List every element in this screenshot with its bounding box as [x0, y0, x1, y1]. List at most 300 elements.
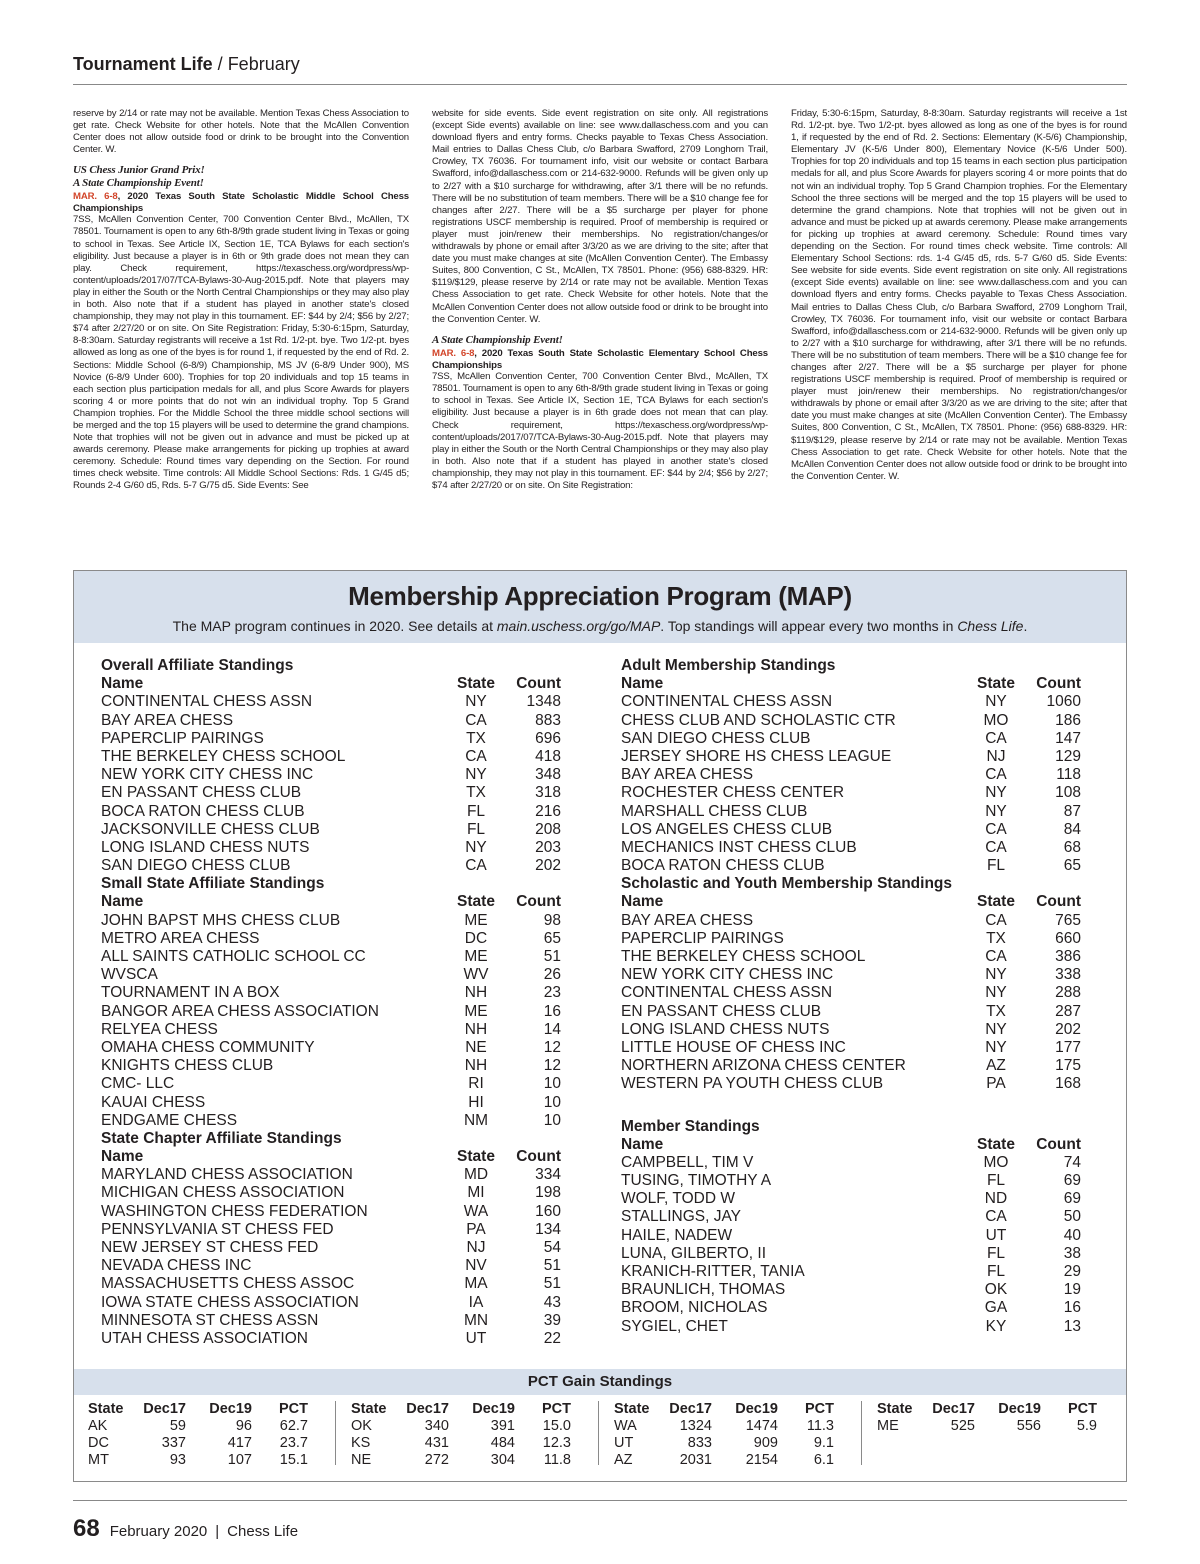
table-row: [621, 912, 1081, 930]
row-name: KNIGHTS CHESS CLUB: [101, 1057, 274, 1075]
row-name: LONG ISLAND CHESS NUTS: [101, 838, 310, 856]
subtitle-text: .: [1023, 618, 1028, 634]
row-state: DC: [464, 929, 488, 947]
table-row: [621, 1075, 1081, 1093]
row-state: CA: [465, 711, 487, 729]
pct-dec17: 1324: [679, 1418, 712, 1434]
table-row: [101, 730, 561, 748]
table-row: [621, 1039, 1081, 1057]
table-row: [101, 1203, 561, 1221]
dec17-header: Dec17: [143, 1401, 186, 1417]
pct-block: [600, 1401, 862, 1468]
row-count: 19: [1063, 1281, 1081, 1299]
table-row: [101, 1330, 561, 1348]
pct-dec19: 96: [235, 1418, 252, 1434]
pct-row: [74, 1452, 335, 1469]
pct-state: KS: [351, 1435, 371, 1451]
row-count: 198: [535, 1184, 561, 1202]
standings-title: Small State Affiliate Standings: [101, 875, 325, 893]
row-count: 51: [543, 1275, 561, 1293]
pct-header-row: [74, 1401, 335, 1418]
row-name: LUNA, GILBERTO, II: [621, 1244, 767, 1262]
row-state: CA: [985, 766, 1007, 784]
pct-state: NE: [351, 1452, 372, 1468]
name-header: Name: [101, 893, 144, 911]
state-header: State: [977, 675, 1015, 693]
pct-gain-title: PCT Gain Standings: [74, 1369, 1126, 1395]
section-gap: [621, 1094, 1081, 1118]
section-name: Tournament Life: [73, 54, 213, 74]
row-name: BAY AREA CHESS: [621, 911, 754, 929]
pct-header-row: [863, 1401, 1125, 1418]
pct-state: MT: [88, 1452, 109, 1468]
table-row: [101, 1112, 561, 1130]
count-header: Count: [516, 675, 561, 693]
table-row: [101, 693, 561, 711]
row-name: WVSCA: [101, 966, 158, 984]
event-title: [432, 348, 768, 371]
kicker-line: US Chess Junior Grand Prix!: [73, 164, 205, 177]
row-name: MARYLAND CHESS ASSOCIATION: [101, 1166, 353, 1184]
table-row: [621, 1281, 1081, 1299]
table-row: [101, 1166, 561, 1184]
table-row: [621, 748, 1081, 766]
pct-dec19: 556: [1016, 1418, 1041, 1434]
dec19-header: Dec19: [735, 1401, 778, 1417]
dec19-header: Dec19: [209, 1401, 252, 1417]
row-count: 118: [1056, 766, 1081, 784]
footer-magazine: Chess Life: [227, 1523, 299, 1540]
pct-state: UT: [614, 1435, 634, 1451]
row-count: 386: [1055, 948, 1081, 966]
table-row: [101, 748, 561, 766]
pct-value: 62.7: [279, 1418, 308, 1434]
event-kicker: [73, 164, 409, 189]
pct-gain-table: [74, 1401, 1126, 1479]
row-state: NY: [465, 838, 487, 856]
row-name: THE BERKELEY CHESS SCHOOL: [621, 948, 866, 966]
row-count: 10: [543, 1111, 561, 1129]
row-count: 168: [1055, 1075, 1081, 1093]
row-count: 418: [535, 747, 561, 765]
pct-dec19: 304: [490, 1452, 515, 1468]
magazine-name: Chess Life: [957, 618, 1024, 634]
member-standings: [621, 1118, 1081, 1336]
header-month: February: [227, 54, 300, 74]
pct-header-row: [600, 1401, 861, 1418]
pct-dec17: 272: [424, 1452, 449, 1468]
table-header-row: [101, 1148, 561, 1166]
row-count: 54: [543, 1239, 561, 1257]
event-date: MAR. 6-8: [432, 348, 475, 360]
pct-value: 23.7: [279, 1435, 308, 1451]
pct-value: 9.1: [813, 1435, 834, 1451]
count-header: Count: [1036, 893, 1081, 911]
row-count: 660: [1055, 929, 1081, 947]
row-count: 65: [1063, 857, 1081, 875]
row-state: UT: [465, 1329, 487, 1347]
column-text: website for side events. Side event registration on site only. All registrations (except Side events) available on line: see www.dallaschess.com and you can download flyers and entry forms. Checks payable to Texas Chess Association. Mail entries to Dallas Chess Club, c/o Barbara Swafford, 2709 Longhorn Trail, Crowley, TX 76036. For tournament info, visit our website or contact Barbara Swafford, info@dallaschess.com or 214-632-9000. Refunds will be given only up to 2/27 with a $10 surcharge for withdrawing, after 3/1 there will be no refunds. There will be no substitution of team members. There will be a $10 change fee for changes after 2/27. There will be a $5 surcharge per player for phone registrations USCF membership is required. Proof of membership is required or player must join/renew their memberships. No registration/changes/or withdrawals by phone or email after 3/3/20 as we are driving to the site; after that date you must make changes at site (McAllen Convention Center). The Embassy Suites, 800 Convention, C St., McAllen, TX 78501. Phone: (956) 688-8329. HR: $119/$129, please reserve by 2/14 or rate may not be available. Mention Texas Chess Association to get rate. Check Website for other hotels. Note that the McAllen Convention Center does not allow outside food or drink to be brought into the Convention Center. W.: [432, 108, 768, 325]
table-row: [101, 821, 561, 839]
row-state: NY: [985, 802, 1007, 820]
row-name: LITTLE HOUSE OF CHESS INC: [621, 1038, 846, 1056]
table-row: [101, 1184, 561, 1202]
row-state: NY: [985, 1020, 1007, 1038]
row-count: 202: [535, 857, 561, 875]
table-header-row: [621, 675, 1081, 693]
footer-issue: February 2020: [109, 1523, 208, 1540]
row-count: 202: [1055, 1020, 1081, 1038]
row-state: FL: [986, 857, 1006, 875]
table-row: [621, 784, 1081, 802]
state-header: State: [877, 1401, 913, 1417]
row-state: FL: [986, 1244, 1006, 1262]
row-state: UT: [985, 1226, 1007, 1244]
row-name: STALLINGS, JAY: [621, 1208, 742, 1226]
row-state: WA: [463, 1202, 489, 1220]
row-count: 40: [1063, 1226, 1081, 1244]
row-state: TX: [466, 729, 486, 747]
state-header: State: [977, 893, 1015, 911]
name-header: Name: [621, 1135, 664, 1153]
state-header: State: [457, 893, 495, 911]
dec19-header: Dec19: [472, 1401, 515, 1417]
row-name: CMC- LLC: [101, 1075, 175, 1093]
row-count: 883: [535, 711, 561, 729]
table-row: [101, 803, 561, 821]
row-name: NEW YORK CITY CHESS INC: [621, 966, 834, 984]
row-count: 84: [1063, 820, 1081, 838]
table-row: [101, 912, 561, 930]
row-state: CA: [985, 820, 1007, 838]
event-date: MAR. 6-8: [73, 191, 118, 203]
table-row: [621, 930, 1081, 948]
header-separator: /: [212, 54, 228, 74]
pct-header-row: [337, 1401, 598, 1418]
scholastic-youth-standings: [621, 875, 1081, 1093]
map-header: [74, 571, 1126, 643]
table-row: [101, 1275, 561, 1293]
standings-title: Adult Membership Standings: [621, 657, 836, 674]
row-name: CHESS CLUB AND SCHOLASTIC CTR: [621, 711, 896, 729]
dec17-header: Dec17: [406, 1401, 449, 1417]
row-count: 87: [1063, 802, 1081, 820]
row-state: NJ: [986, 747, 1006, 765]
article-column-1: [73, 108, 409, 493]
row-state: CA: [465, 857, 487, 875]
row-count: 216: [535, 802, 561, 820]
table-row: [621, 948, 1081, 966]
row-state: NH: [464, 984, 488, 1002]
count-header: Count: [1036, 1135, 1081, 1153]
row-name: PAPERCLIP PAIRINGS: [101, 729, 264, 747]
row-state: NY: [985, 693, 1007, 711]
row-count: 98: [543, 911, 561, 929]
table-row: [101, 948, 561, 966]
pct-dec19: 417: [227, 1435, 252, 1451]
pct-value: 15.0: [542, 1418, 571, 1434]
pct-state: AZ: [614, 1452, 633, 1468]
row-count: 68: [1063, 838, 1081, 856]
row-name: TOURNAMENT IN A BOX: [101, 984, 280, 1002]
article-column-2: [432, 108, 768, 492]
row-count: 10: [543, 1093, 561, 1111]
pct-block: [337, 1401, 599, 1468]
standings-right-column: [621, 657, 1081, 1336]
row-name: BAY AREA CHESS: [101, 711, 234, 729]
pct-dec19: 107: [227, 1452, 252, 1468]
row-name: SYGIEL, CHET: [621, 1317, 728, 1335]
row-name: NORTHERN ARIZONA CHESS CENTER: [621, 1057, 906, 1075]
table-row: [621, 1003, 1081, 1021]
pct-dec19: 391: [490, 1418, 515, 1434]
table-row: [621, 1318, 1081, 1336]
row-count: 186: [1055, 711, 1081, 729]
row-count: 69: [1063, 1172, 1081, 1190]
pct-state: OK: [351, 1418, 372, 1434]
row-state: GA: [984, 1299, 1008, 1317]
row-name: CONTINENTAL CHESS ASSN: [621, 693, 833, 711]
table-row: [101, 857, 561, 875]
row-count: 16: [543, 1002, 561, 1020]
row-name: THE BERKELEY CHESS SCHOOL: [101, 747, 346, 765]
row-name: MARSHALL CHESS CLUB: [621, 802, 808, 820]
column-text: reserve by 2/14 or rate may not be available. Mention Texas Chess Association to get rate. Check Website for other hotels. Note that the McAllen Convention Center does not allow outside food or drink to be brought into the Convention Center. W.: [73, 108, 409, 156]
row-count: 765: [1055, 911, 1081, 929]
row-count: 134: [535, 1220, 561, 1238]
row-count: 16: [1063, 1299, 1081, 1317]
event-title: [73, 191, 409, 214]
row-state: ME: [464, 911, 488, 929]
row-name: NEW YORK CITY CHESS INC: [101, 766, 314, 784]
row-state: HI: [468, 1093, 484, 1111]
state-header: State: [88, 1401, 124, 1417]
row-state: NY: [985, 984, 1007, 1002]
adult-membership-standings: [621, 657, 1081, 875]
table-row: [621, 803, 1081, 821]
table-row: [101, 1094, 561, 1112]
event-kicker: A State Championship Event!: [432, 333, 563, 346]
running-header: [73, 54, 300, 75]
row-count: 29: [1063, 1263, 1081, 1281]
pct-dec17: 2031: [679, 1452, 712, 1468]
row-name: IOWA STATE CHESS ASSOCIATION: [101, 1293, 359, 1311]
pct-row: [74, 1418, 335, 1435]
count-header: Count: [516, 1148, 561, 1166]
row-count: 22: [543, 1329, 561, 1347]
row-name: BRAUNLICH, THOMAS: [621, 1281, 786, 1299]
pct-state: AK: [88, 1418, 108, 1434]
table-row: [101, 784, 561, 802]
row-count: 208: [535, 820, 561, 838]
row-name: NEVADA CHESS INC: [101, 1257, 252, 1275]
page-footer: [73, 1515, 298, 1543]
row-state: OK: [984, 1281, 1008, 1299]
row-name: KAUAI CHESS: [101, 1093, 206, 1111]
row-state: FL: [466, 820, 486, 838]
row-name: EN PASSANT CHESS CLUB: [621, 1002, 822, 1020]
dec17-header: Dec17: [932, 1401, 975, 1417]
standings-title: Scholastic and Youth Membership Standings: [621, 875, 953, 893]
row-name: WESTERN PA YOUTH CHESS CLUB: [621, 1075, 884, 1093]
pct-row: [337, 1452, 598, 1469]
table-row: [621, 712, 1081, 730]
table-row: [101, 1003, 561, 1021]
table-row: [101, 1039, 561, 1057]
pct-row: [74, 1435, 335, 1452]
row-state: KY: [985, 1317, 1007, 1335]
table-row: [621, 1057, 1081, 1075]
pct-block: [863, 1401, 1125, 1465]
table-row: [101, 1239, 561, 1257]
row-name: LONG ISLAND CHESS NUTS: [621, 1020, 830, 1038]
row-name: BOCA RATON CHESS CLUB: [621, 857, 825, 875]
name-header: Name: [621, 675, 664, 693]
table-row: [101, 1257, 561, 1275]
row-state: NY: [465, 766, 487, 784]
table-row: [621, 857, 1081, 875]
row-state: NH: [464, 1020, 488, 1038]
pct-header: PCT: [1068, 1401, 1097, 1417]
page-number: 68: [73, 1515, 100, 1542]
table-row: [621, 839, 1081, 857]
row-state: IA: [468, 1293, 484, 1311]
table-row: [101, 712, 561, 730]
pct-row: [600, 1435, 861, 1452]
table-row: [621, 966, 1081, 984]
row-count: 334: [535, 1166, 561, 1184]
row-count: 203: [535, 838, 561, 856]
row-state: NY: [465, 693, 487, 711]
row-state: ME: [464, 1002, 488, 1020]
row-count: 69: [1063, 1190, 1081, 1208]
row-count: 147: [1055, 729, 1081, 747]
row-state: AZ: [986, 1057, 1006, 1075]
subtitle-text: . Top standings will appear every two months in: [660, 618, 958, 634]
name-header: Name: [101, 1148, 144, 1166]
table-row: [621, 730, 1081, 748]
row-name: JERSEY SHORE HS CHESS LEAGUE: [621, 747, 892, 765]
table-row: [621, 1154, 1081, 1172]
row-count: 12: [543, 1038, 561, 1056]
row-state: CA: [985, 729, 1007, 747]
pct-dec17: 93: [169, 1452, 186, 1468]
pct-row: [337, 1435, 598, 1452]
row-name: MINNESOTA ST CHESS ASSN: [101, 1311, 319, 1329]
dec17-header: Dec17: [669, 1401, 712, 1417]
pct-value: 6.1: [813, 1452, 834, 1468]
standings-title: Overall Affiliate Standings: [101, 657, 294, 674]
table-row: [101, 1312, 561, 1330]
row-count: 318: [535, 784, 561, 802]
row-name: CAMPBELL, TIM V: [621, 1153, 754, 1171]
row-state: NE: [465, 1038, 487, 1056]
row-state: CA: [985, 1208, 1007, 1226]
row-name: KRANICH-RITTER, TANIA: [621, 1263, 805, 1281]
row-count: 12: [543, 1057, 561, 1075]
row-state: MI: [467, 1184, 485, 1202]
row-state: WV: [463, 966, 489, 984]
row-count: 51: [543, 948, 561, 966]
row-name: WASHINGTON CHESS FEDERATION: [101, 1202, 368, 1220]
row-count: 175: [1055, 1057, 1081, 1075]
row-state: CA: [985, 838, 1007, 856]
row-state: MN: [463, 1311, 489, 1329]
row-name: JOHN BAPST MHS CHESS CLUB: [101, 911, 341, 929]
row-state: FL: [986, 1172, 1006, 1190]
pct-row: [337, 1418, 598, 1435]
row-state: ME: [464, 948, 488, 966]
map-subtitle: [74, 618, 1126, 634]
pct-value: 11.8: [543, 1452, 571, 1468]
row-state: NY: [985, 1038, 1007, 1056]
row-count: 14: [543, 1020, 561, 1038]
row-name: BROOM, NICHOLAS: [621, 1299, 768, 1317]
pct-block: [74, 1401, 336, 1468]
row-state: MO: [983, 1153, 1009, 1171]
event-name: , 2020 Texas South State Scholastic Elementary School Chess Championships: [432, 348, 768, 371]
standings-left-column: [101, 657, 561, 1348]
table-row: [621, 1208, 1081, 1226]
standings-title: State Chapter Affiliate Standings: [101, 1129, 342, 1147]
name-header: Name: [621, 893, 664, 911]
pct-header: PCT: [542, 1401, 571, 1417]
small-state-affiliate-standings: [101, 875, 561, 1130]
pct-dec17: 431: [424, 1435, 449, 1451]
table-row: [101, 1075, 561, 1093]
pct-dec17: 525: [950, 1418, 975, 1434]
row-name: OMAHA CHESS COMMUNITY: [101, 1038, 315, 1056]
row-name: BANGOR AREA CHESS ASSOCIATION: [101, 1002, 379, 1020]
state-header: State: [457, 1148, 495, 1166]
pct-value: 5.9: [1076, 1418, 1097, 1434]
row-state: CA: [465, 747, 487, 765]
row-name: JACKSONVILLE CHESS CLUB: [101, 820, 320, 838]
table-header-row: [101, 675, 561, 693]
row-count: 108: [1055, 784, 1081, 802]
row-state: MO: [983, 711, 1009, 729]
table-row: [101, 1221, 561, 1239]
row-name: MASSACHUSETTS CHESS ASSOC: [101, 1275, 355, 1293]
pct-dec17: 59: [169, 1418, 186, 1434]
row-count: 26: [543, 966, 561, 984]
table-row: [621, 1245, 1081, 1263]
map-link[interactable]: main.uschess.org/go/MAP: [496, 618, 661, 634]
row-state: TX: [986, 1002, 1006, 1020]
row-name: NEW JERSEY ST CHESS FED: [101, 1239, 319, 1257]
row-state: NV: [465, 1257, 487, 1275]
pct-header: PCT: [805, 1401, 834, 1417]
row-name: SAN DIEGO CHESS CLUB: [621, 729, 811, 747]
table-row: [621, 1172, 1081, 1190]
table-row: [101, 1294, 561, 1312]
row-state: TX: [466, 784, 486, 802]
row-name: ENDGAME CHESS: [101, 1111, 238, 1129]
table-row: [621, 1021, 1081, 1039]
pct-value: 11.3: [806, 1418, 834, 1434]
state-header: State: [977, 1135, 1015, 1153]
table-row: [101, 930, 561, 948]
table-row: [101, 839, 561, 857]
table-row: [621, 1299, 1081, 1317]
row-count: 23: [543, 984, 561, 1002]
article-column-3: [791, 108, 1127, 483]
row-name: CONTINENTAL CHESS ASSN: [621, 984, 833, 1002]
table-row: [621, 693, 1081, 711]
row-name: RELYEA CHESS: [101, 1020, 218, 1038]
row-state: FL: [466, 802, 486, 820]
dec19-header: Dec19: [998, 1401, 1041, 1417]
